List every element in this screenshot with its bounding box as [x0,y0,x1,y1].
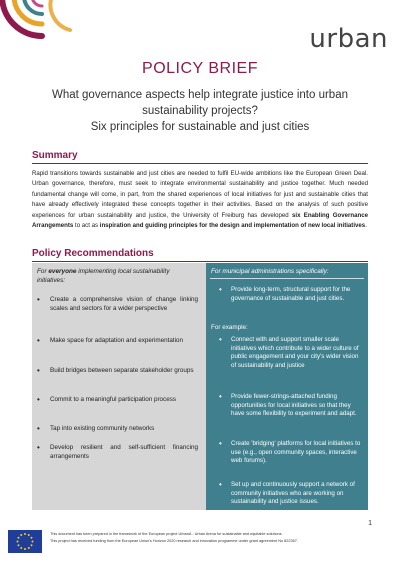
eu-star-icon [31,544,33,546]
question-line: What governance aspects help integrate justice into urban sustainability projects? [52,89,348,117]
funding-line: This project has received funding from the European Union's Horizon 2020 research and innovation programme under grant agreement No 822357. [50,539,298,543]
subtitle-line: Six principles for sustainable and just cities [90,121,310,133]
summary-heading: Summary [32,150,78,161]
summary-text [32,169,368,231]
summary-bold: six Enabling Governance Arrangements [32,211,369,230]
eu-star-icon [24,548,26,550]
funding-line: This document has been prepared in the framework of the European project UrbanA - Urban Arena for sustainable and equitable solutions. [50,532,283,536]
list-item: • Develop resilient and self-sufficient financing arrangements [50,443,198,461]
eu-star-icon [17,541,19,543]
list-item: • Provide long-term, structural support for the governance of sustainable and just cities. [231,286,363,303]
recommendations-divider [32,261,368,262]
eu-star-icon [31,537,33,539]
panel-heading-emphasis: everyone [48,268,77,275]
summary-text-part: Rapid transitions towards sustainable and just cities are needed to fulfil EU-wide ambitions like the European Green Deal. Urban governance, therefore, must seek to integrate environmental sustainability and justice together. Much needed fundamental change will come, in part, from the shared experiences of local initiatives for just and sustainable cities that have already effectively integrated these concepts together in their activities. Based on the analysis of such positive experiences for urban sustainability and justice, the University of Freiburg has developed [32,170,368,219]
panel-heading [211,267,361,276]
list-item: • Commit to a meaningful participation process [50,395,198,404]
brand-wordmark: urban [309,24,388,54]
list-item: • Create a comprehensive vision of change linking scales and sectors for a wider perspective [50,295,198,313]
summary-text-part: to act as [73,222,100,230]
list-item: • Provide fewer-strings-attached funding opportunities for local initiatives so that they have some flexibility to experiment and adapt. [231,393,363,419]
list-item: • Build bridges between separate stakeholder groups [50,366,198,375]
eu-star-icon [18,537,20,539]
eu-star-icon [20,547,22,549]
everyone-recommendations-panel [32,263,206,510]
panel-heading-prefix: For [211,268,223,275]
municipal-recommendations-panel [206,263,368,510]
summary-text-part: . [365,222,367,230]
summary-divider [32,163,368,164]
panel-heading-suffix: specifically: [294,268,329,275]
recommendations-heading: Policy Recommendations [32,248,154,259]
page-title: POLICY BRIEF [142,60,258,77]
list-item: • Create 'bridging' platforms for local initiatives to use (e.g., open community spaces, interactive web forums). [231,440,363,466]
eu-star-icon [32,541,34,543]
list-item: • Make space for adaptation and experimentation [50,336,198,345]
eu-star-icon [28,534,30,536]
eu-star-icon [24,533,26,535]
eu-flag-icon [8,530,42,553]
panel-heading [37,267,197,285]
example-label: For example: [211,324,248,331]
list-item: • Connect with and support smaller scale initiatives which contribute to a wider culture of public engagement and your city's wider vision of sustainability and justice [231,336,363,370]
list-item: • Set up and continuously support a network of community initiatives who are working on sustainability and justice issues. [231,481,363,507]
eu-star-icon [18,544,20,546]
urbana-arcs-logo [0,0,80,50]
list-item: • Tap into existing community networks [50,424,198,433]
eu-star-icon [28,547,30,549]
eu-star-icon [20,534,22,536]
panel-divider [210,278,364,279]
panel-heading-emphasis: municipal administrations [222,268,295,275]
summary-bold: inspiration and guiding principles for the design and implementation of new local initiatives [99,222,366,230]
brief-question [40,87,360,135]
panel-heading-prefix: For [37,268,49,275]
panel-heading-suffix: implementing local sustainability initiatives: [37,268,170,284]
page-number: 1 [368,520,372,527]
funding-notice [50,531,370,545]
